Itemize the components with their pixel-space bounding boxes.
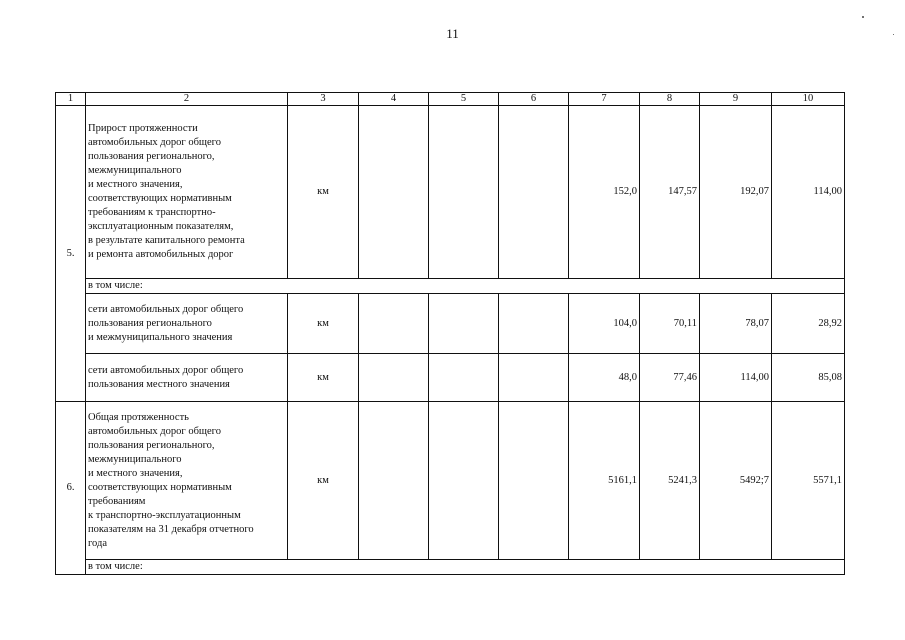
column-header: 2 bbox=[86, 93, 288, 106]
column-header: 3 bbox=[288, 93, 359, 106]
row-cell-6 bbox=[499, 354, 569, 402]
column-header: 4 bbox=[359, 93, 429, 106]
row-description: сети автомобильных дорог общего пользования местного значения bbox=[86, 354, 288, 402]
row-cell-4 bbox=[359, 294, 429, 354]
row-cell-4 bbox=[359, 106, 429, 279]
row-unit: км bbox=[288, 294, 359, 354]
row-number: 6. bbox=[56, 402, 86, 575]
row-cell-10: 28,92 bbox=[772, 294, 845, 354]
table-row bbox=[56, 402, 845, 560]
row-cell-7: 5161,1 bbox=[569, 402, 640, 560]
column-header: 7 bbox=[569, 93, 640, 106]
row-cell-5 bbox=[429, 402, 499, 560]
row-unit: км bbox=[288, 106, 359, 279]
row-cell-8: 77,46 bbox=[640, 354, 700, 402]
table-row bbox=[56, 106, 845, 279]
row-cell-9: 78,07 bbox=[700, 294, 772, 354]
scan-speck bbox=[893, 34, 894, 35]
row-cell-8: 70,11 bbox=[640, 294, 700, 354]
row-cell-5 bbox=[429, 354, 499, 402]
row-cell-6 bbox=[499, 402, 569, 560]
row-cell-9: 5492;7 bbox=[700, 402, 772, 560]
row-description: Общая протяженность автомобильных дорог общего пользования регионального, межмуниципального и местного значения, соответствующих нормативным требованиям к транспортно-эксплуатационным показателям на 31 декабря отчетного года bbox=[86, 402, 288, 560]
row-cell-4 bbox=[359, 354, 429, 402]
row-unit: км bbox=[288, 354, 359, 402]
row-cell-9: 192,07 bbox=[700, 106, 772, 279]
subheader-label: в том числе: bbox=[86, 560, 845, 575]
subheader-row bbox=[56, 560, 845, 575]
row-cell-5 bbox=[429, 106, 499, 279]
column-header: 1 bbox=[56, 93, 86, 106]
row-unit: км bbox=[288, 402, 359, 560]
column-header: 9 bbox=[700, 93, 772, 106]
row-description: Прирост протяженности автомобильных дорог общего пользования регионального, межмуниципального и местного значения, соответствующих нормативным требованиям к транспортно- эксплуатационным показателям, в результате капитального ремонта и ремонта автомобильных дорог bbox=[86, 106, 288, 279]
row-description: сети автомобильных дорог общего пользования регионального и межмуниципального значения bbox=[86, 294, 288, 354]
row-cell-6 bbox=[499, 106, 569, 279]
subheader-label: в том числе: bbox=[86, 279, 845, 294]
row-cell-7: 48,0 bbox=[569, 354, 640, 402]
scan-speck bbox=[862, 16, 864, 18]
column-header: 8 bbox=[640, 93, 700, 106]
row-cell-10: 114,00 bbox=[772, 106, 845, 279]
row-cell-8: 5241,3 bbox=[640, 402, 700, 560]
row-cell-8: 147,57 bbox=[640, 106, 700, 279]
column-header: 10 bbox=[772, 93, 845, 106]
row-cell-7: 104,0 bbox=[569, 294, 640, 354]
row-number: 5. bbox=[56, 106, 86, 402]
indicators-table bbox=[55, 92, 845, 575]
subheader-row bbox=[56, 279, 845, 294]
row-cell-10: 5571,1 bbox=[772, 402, 845, 560]
row-cell-10: 85,08 bbox=[772, 354, 845, 402]
row-cell-9: 114,00 bbox=[700, 354, 772, 402]
row-cell-7: 152,0 bbox=[569, 106, 640, 279]
row-cell-6 bbox=[499, 294, 569, 354]
row-cell-5 bbox=[429, 294, 499, 354]
table-row bbox=[56, 354, 845, 402]
row-cell-4 bbox=[359, 402, 429, 560]
table-row bbox=[56, 294, 845, 354]
column-number-row bbox=[56, 93, 845, 106]
column-header: 6 bbox=[499, 93, 569, 106]
column-header: 5 bbox=[429, 93, 499, 106]
page-number: 11 bbox=[446, 26, 459, 41]
